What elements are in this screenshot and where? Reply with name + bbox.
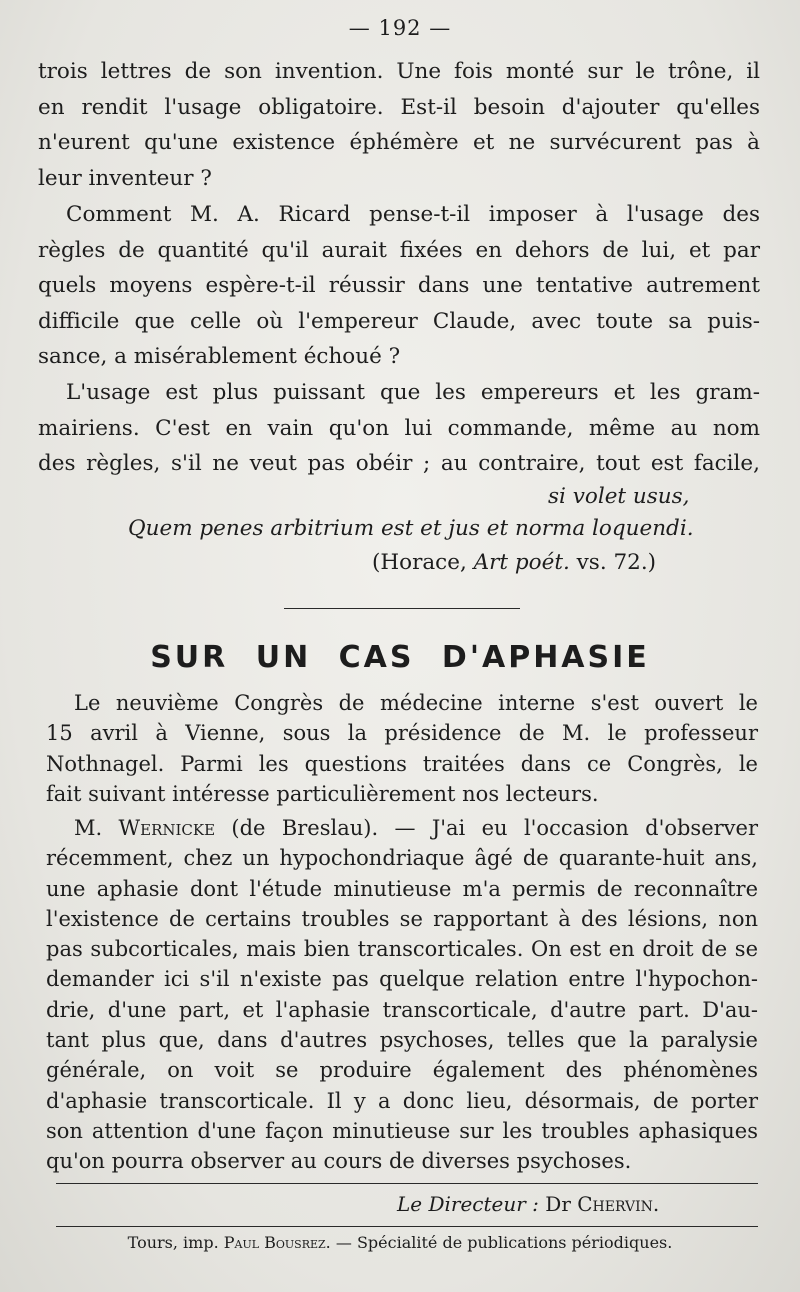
text-line [46, 813, 758, 843]
text-line: en rendit l'usage obligatoire. Est-il besoin d'ajouter qu'elles [38, 94, 760, 120]
text-line: leur inventeur ? [38, 165, 212, 191]
text-line: générale, on voit se produire également des phénomènes [46, 1058, 758, 1083]
speaker-name: Wernicke [118, 816, 216, 840]
text-line: une aphasie dont l'étude minutieuse m'a permis de reconnaître [46, 876, 758, 901]
text-line: difficile que celle où l'empereur Claude, avec toute sa puis- [38, 308, 760, 334]
text-line: l'existence de certains troubles se rapportant à des lésions, non [46, 906, 758, 931]
article-title: SUR UN CAS D'APHASIE [150, 640, 650, 675]
imprint-prefix: Tours, imp. [127, 1233, 224, 1252]
signature [397, 1192, 659, 1216]
text-line: d'aphasie transcorticale. Il y a donc lieu, désormais, de porter [46, 1088, 758, 1113]
text-line: pas subcorticales, mais bien transcorticales. On est en droit de se [46, 937, 758, 962]
speaker-rest: (de Breslau). — J'ai eu l'occasion d'observer [215, 816, 759, 840]
text-line: sance, a misérablement échoué ? [38, 344, 401, 370]
text-line: mairiens. C'est en vain qu'on lui commande, même au nom [38, 415, 760, 441]
text-line: des règles, s'il ne veut pas obéir ; au contraire, tout est facile, [38, 451, 760, 477]
speaker-prefix: M. [74, 816, 119, 840]
paragraph-2 [38, 197, 760, 375]
text-line: Le neuvième Congrès de médecine interne s'est ouvert le [74, 691, 758, 715]
text-line: qu'on pourra observer au cours de diverses psychoses. [46, 1149, 632, 1174]
text-line: fait suivant intéresse particulièrement nos lecteurs. [46, 781, 599, 806]
text-line: son attention d'une façon minutieuse sur les troubles aphasiques [46, 1118, 758, 1143]
text-line: n'eurent qu'une existence éphémère et ne survécurent pas à [38, 130, 760, 156]
paragraph-3 [38, 375, 760, 482]
signature-title: Dr [538, 1192, 578, 1216]
citation-rest: vs. 72.) [569, 550, 657, 575]
section-divider [284, 608, 520, 609]
imprint-rest: — Spécialité de publications périodiques. [330, 1233, 673, 1252]
text-line: trois lettres de son invention. Une fois monté sur le trône, il [38, 59, 760, 84]
article-paragraph-1 [46, 688, 758, 809]
imprint-divider [56, 1226, 758, 1227]
text-line: 15 avril à Vienne, sous la présidence de M. le professeur [46, 721, 758, 746]
text-line: règles de quantité qu'il aurait fixées en dehors de lui, et par [38, 237, 760, 263]
verse-line-2: Quem penes arbitrium est et jus et norma loquendi. [128, 516, 694, 541]
citation-open: (Horace, [372, 550, 474, 575]
verse-line-1: si volet usus, [548, 484, 690, 509]
signature-divider [56, 1183, 758, 1184]
signature-name: Chervin. [577, 1192, 660, 1216]
text-line: tant plus que, dans d'autres psychoses, telles que la paralysie [46, 1028, 758, 1053]
page-number: — 192 — [348, 16, 452, 40]
citation [372, 550, 656, 575]
signature-label: Le Directeur : [397, 1192, 539, 1216]
text-line: récemment, chez un hypochondriaque âgé de quarante-huit ans, [46, 846, 758, 871]
text-line: Comment M. A. Ricard pense-t-il imposer à l'usage des [66, 202, 760, 227]
text-line: L'usage est plus puissant que les empereurs et les gram- [66, 380, 760, 405]
text-line: quels moyens espère-t-il réussir dans une tentative autrement [38, 273, 760, 299]
text-line: demander ici s'il n'existe pas quelque relation entre l'hypochon- [46, 967, 758, 992]
imprint [0, 1233, 800, 1252]
text-line: Nothnagel. Parmi les questions traitées dans ce Congrès, le [46, 751, 758, 776]
text-line: drie, d'une part, et l'aphasie transcorticale, d'autre part. D'au- [46, 997, 758, 1022]
article-paragraph-2 [46, 813, 758, 1177]
citation-work: Art poét. [473, 550, 570, 575]
imprint-printer: Paul Bousrez. [223, 1233, 331, 1252]
paragraph-1 [38, 54, 760, 196]
